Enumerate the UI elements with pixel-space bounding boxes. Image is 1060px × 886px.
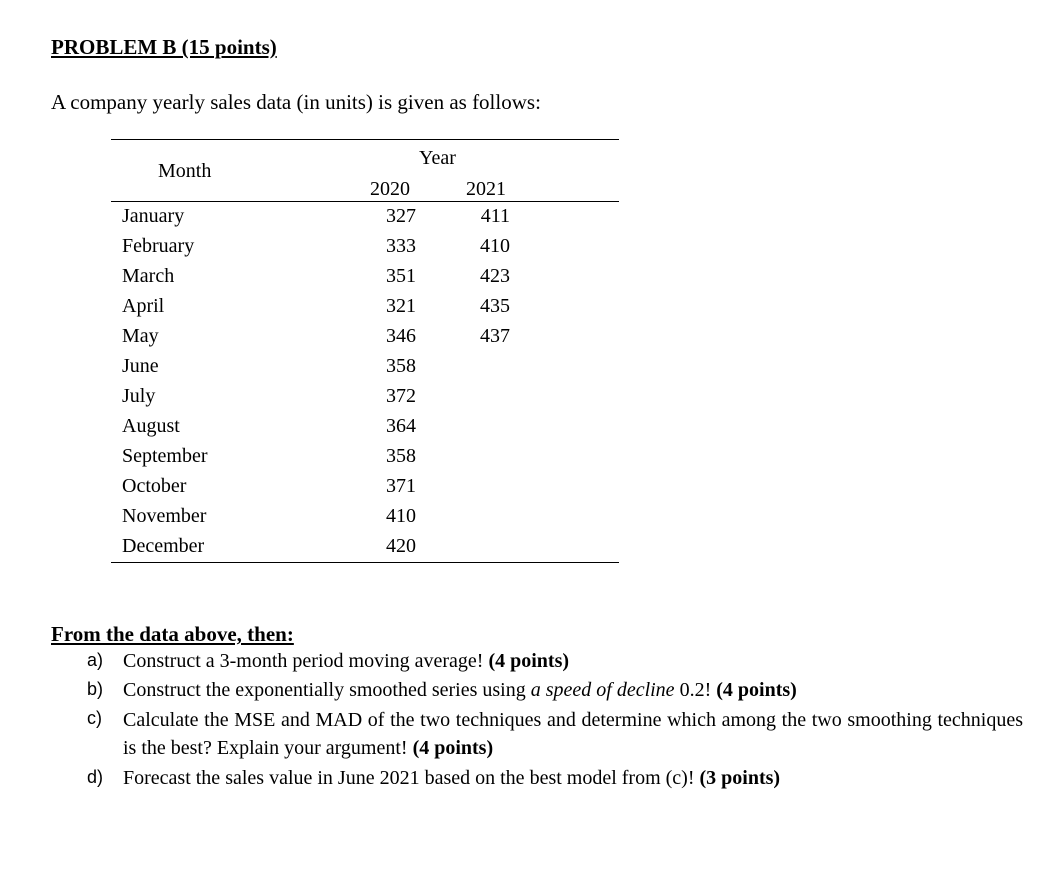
month-cell: October: [122, 475, 187, 497]
month-cell: September: [122, 445, 208, 467]
table-top-rule: [111, 139, 619, 140]
sales-table: [111, 138, 619, 566]
table-row: [111, 445, 619, 475]
table-header-rule: [111, 201, 619, 202]
month-cell: May: [122, 325, 159, 347]
question-text: Forecast the sales value in June 2021 based on the best model from (c)!: [123, 767, 700, 789]
table-row: [111, 535, 619, 565]
month-cell: January: [122, 205, 185, 227]
question-points: (4 points): [716, 679, 797, 701]
header-2021: 2021: [466, 178, 506, 200]
question-label: b): [87, 679, 104, 699]
table-row: [111, 295, 619, 325]
month-cell: November: [122, 505, 207, 527]
value-2020-cell: 371: [386, 475, 416, 497]
value-2021-cell: 411: [480, 205, 510, 227]
month-cell: March: [122, 265, 175, 287]
value-2020-cell: 420: [386, 535, 416, 557]
month-cell: February: [122, 235, 195, 257]
header-year: Year: [419, 147, 456, 169]
value-2020-cell: 321: [386, 295, 416, 317]
question-text: Construct the exponentially smoothed series using: [123, 679, 531, 701]
value-2020-cell: 327: [386, 205, 416, 227]
value-2021-cell: 435: [480, 295, 510, 317]
header-month: Month: [158, 160, 212, 182]
question-points: (3 points): [699, 767, 781, 789]
question-italic-term: a speed of decline: [530, 679, 675, 701]
table-row: [111, 205, 619, 235]
table-row: [111, 265, 619, 295]
table-row: [111, 415, 619, 445]
value-2021-cell: 410: [480, 235, 510, 257]
question-text: Construct a 3-month period moving average!: [123, 650, 489, 672]
question-label: d): [87, 767, 104, 787]
value-2020-cell: 410: [386, 505, 416, 527]
month-cell: June: [122, 355, 159, 377]
value-2020-cell: 333: [386, 235, 416, 257]
question-text-post: 0.2!: [674, 679, 717, 701]
question-label: a): [87, 650, 104, 670]
month-cell: December: [122, 535, 205, 557]
table-row: [111, 475, 619, 505]
from-heading: From the data above, then:: [51, 622, 294, 646]
month-cell: July: [122, 385, 156, 407]
table-row: [111, 235, 619, 265]
month-cell: August: [122, 415, 180, 437]
table-row: [111, 355, 619, 385]
value-2020-cell: 364: [386, 415, 416, 437]
value-2020-cell: 346: [386, 325, 416, 347]
question-points: (4 points): [488, 650, 570, 672]
month-cell: April: [122, 295, 165, 317]
question-text: Calculate the MSE and MAD of the two techniques and determine which among the two smoothing techniques is the best? Explain your argument!: [123, 709, 1023, 759]
value-2020-cell: 372: [386, 385, 416, 407]
value-2020-cell: 358: [386, 445, 416, 467]
value-2020-cell: 358: [386, 355, 416, 377]
table-row: [111, 505, 619, 535]
intro-text: A company yearly sales data (in units) is given as follows:: [51, 90, 541, 114]
header-2020: 2020: [370, 178, 410, 200]
question-label: c): [87, 708, 102, 728]
table-row: [111, 385, 619, 415]
value-2021-cell: 423: [480, 265, 510, 287]
problem-title: PROBLEM B (15 points): [51, 35, 277, 59]
question-points: (4 points): [412, 737, 494, 759]
table-row: [111, 325, 619, 355]
value-2020-cell: 351: [386, 265, 416, 287]
value-2021-cell: 437: [480, 325, 510, 347]
